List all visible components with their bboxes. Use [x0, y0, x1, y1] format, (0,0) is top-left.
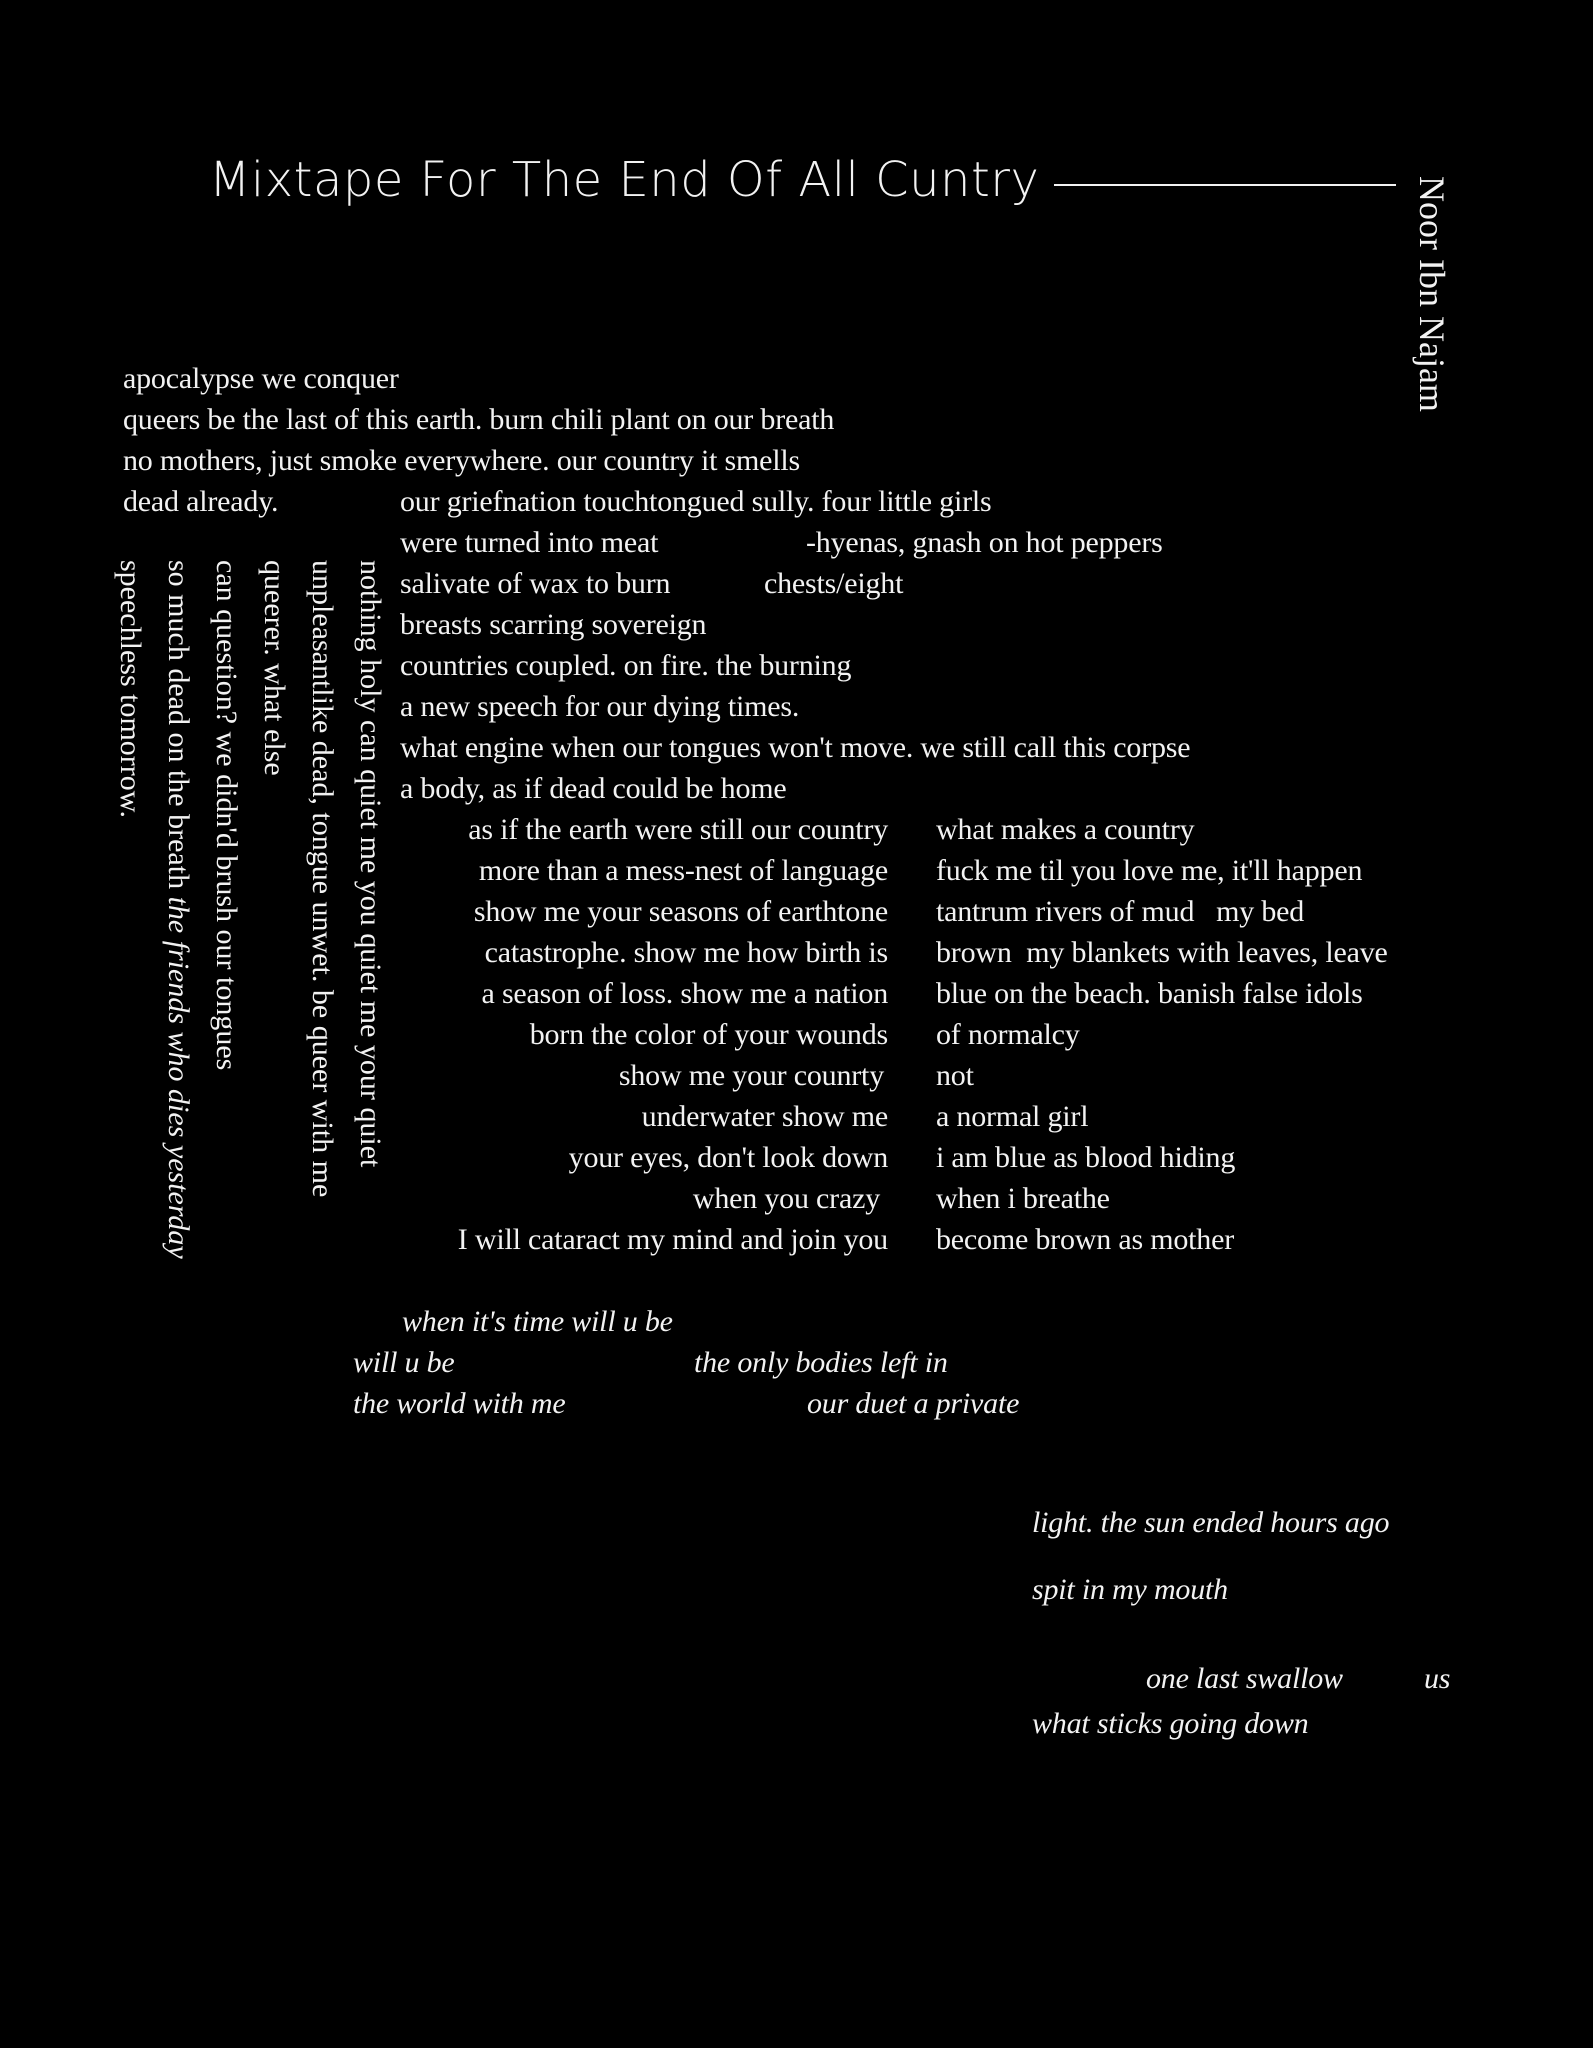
- closing-line-3: one last swallow: [1146, 1662, 1343, 1695]
- right-column-line-5: blue on the beach. banish false idols: [936, 977, 1363, 1010]
- closing-line-1: light. the sun ended hours ago: [1032, 1506, 1390, 1539]
- left-column-line-9: your eyes, don't look down: [568, 1141, 888, 1174]
- center-line-6: a new speech for our dying times.: [400, 690, 800, 723]
- right-column-line-4: brown my blankets with leaves, leave: [936, 936, 1388, 969]
- left-column-line-4: catastrophe. show me how birth is: [484, 936, 888, 969]
- opening-line-1: apocalypse we conquer: [123, 362, 399, 395]
- vertical-line-5-italic: the friends who dies yesterday: [162, 896, 195, 1259]
- center-line-3: salivate of wax to burn: [400, 567, 671, 600]
- closing-line-4: what sticks going down: [1032, 1707, 1309, 1740]
- center-line-3b: chests/eight: [764, 567, 904, 600]
- right-column-line-3: tantrum rivers of mud my bed: [936, 895, 1305, 928]
- vertical-line-3: queerer. what else: [258, 560, 291, 776]
- right-column-line-9: i am blue as blood hiding: [936, 1141, 1236, 1174]
- left-column-line-5: a season of loss. show me a nation: [481, 977, 888, 1010]
- right-column-line-7: not: [936, 1059, 974, 1092]
- right-column-line-11: become brown as mother: [936, 1223, 1235, 1256]
- duet-line-1: when it's time will u be: [402, 1305, 673, 1338]
- closing-line-3b: us: [1424, 1662, 1451, 1695]
- left-column-line-1: as if the earth were still our country: [468, 813, 888, 846]
- left-column-line-10: when you crazy: [692, 1182, 880, 1215]
- center-line-7: what engine when our tongues won't move. we still call this corpse: [400, 731, 1191, 764]
- right-column-line-8: a normal girl: [936, 1100, 1089, 1133]
- left-column-line-8: underwater show me: [641, 1100, 888, 1133]
- left-column-line-7: show me your counrty: [618, 1059, 884, 1092]
- title-divider: [1054, 184, 1396, 186]
- center-line-5: countries coupled. on fire. the burning: [400, 649, 852, 682]
- left-column-line-3: show me your seasons of earthtone: [473, 895, 888, 928]
- right-column-line-2: fuck me til you love me, it'll happen: [936, 854, 1363, 887]
- duet-line-3b: our duet a private: [807, 1387, 1020, 1420]
- duet-line-3: the world with me: [353, 1387, 566, 1420]
- duet-line-2: will u be: [353, 1346, 455, 1379]
- left-column-line-2: more than a mess-nest of language: [478, 854, 888, 887]
- vertical-line-2: unpleasantlike dead, tongue unwet. be queer with me: [306, 560, 339, 1198]
- center-line-1: our griefnation touchtongued sully. four little girls: [400, 485, 992, 518]
- duet-line-2b: the only bodies left in: [694, 1346, 948, 1379]
- vertical-line-6: speechless tomorrow.: [114, 560, 147, 818]
- left-column-line-11: I will cataract my mind and join you: [457, 1223, 888, 1256]
- center-line-4: breasts scarring sovereign: [400, 608, 707, 641]
- opening-line-3: no mothers, just smoke everywhere. our country it smells: [123, 444, 800, 477]
- author-name: Noor Ibn Najam: [1412, 176, 1452, 412]
- right-column-line-6: of normalcy: [936, 1018, 1080, 1051]
- opening-line-4: dead already.: [123, 485, 279, 518]
- poem-title: Mixtape For The End Of All Cuntry: [209, 152, 1040, 208]
- vertical-line-5: [160, 560, 196, 1259]
- center-line-2b: -hyenas, gnash on hot peppers: [806, 526, 1163, 559]
- vertical-line-5-plain: so much dead on the breath: [162, 560, 195, 897]
- center-line-2: were turned into meat: [400, 526, 659, 559]
- closing-line-2: spit in my mouth: [1032, 1573, 1228, 1606]
- right-column-line-10: when i breathe: [936, 1182, 1110, 1215]
- right-column-line-1: what makes a country: [936, 813, 1195, 846]
- left-column-line-6: born the color of your wounds: [529, 1018, 888, 1051]
- center-line-8: a body, as if dead could be home: [400, 772, 787, 805]
- vertical-line-1: nothing holy can quiet me you quiet me your quiet: [354, 560, 387, 1168]
- opening-line-2: queers be the last of this earth. burn chili plant on our breath: [123, 403, 835, 436]
- vertical-line-4: can question? we didn'd brush our tongues: [210, 560, 243, 1071]
